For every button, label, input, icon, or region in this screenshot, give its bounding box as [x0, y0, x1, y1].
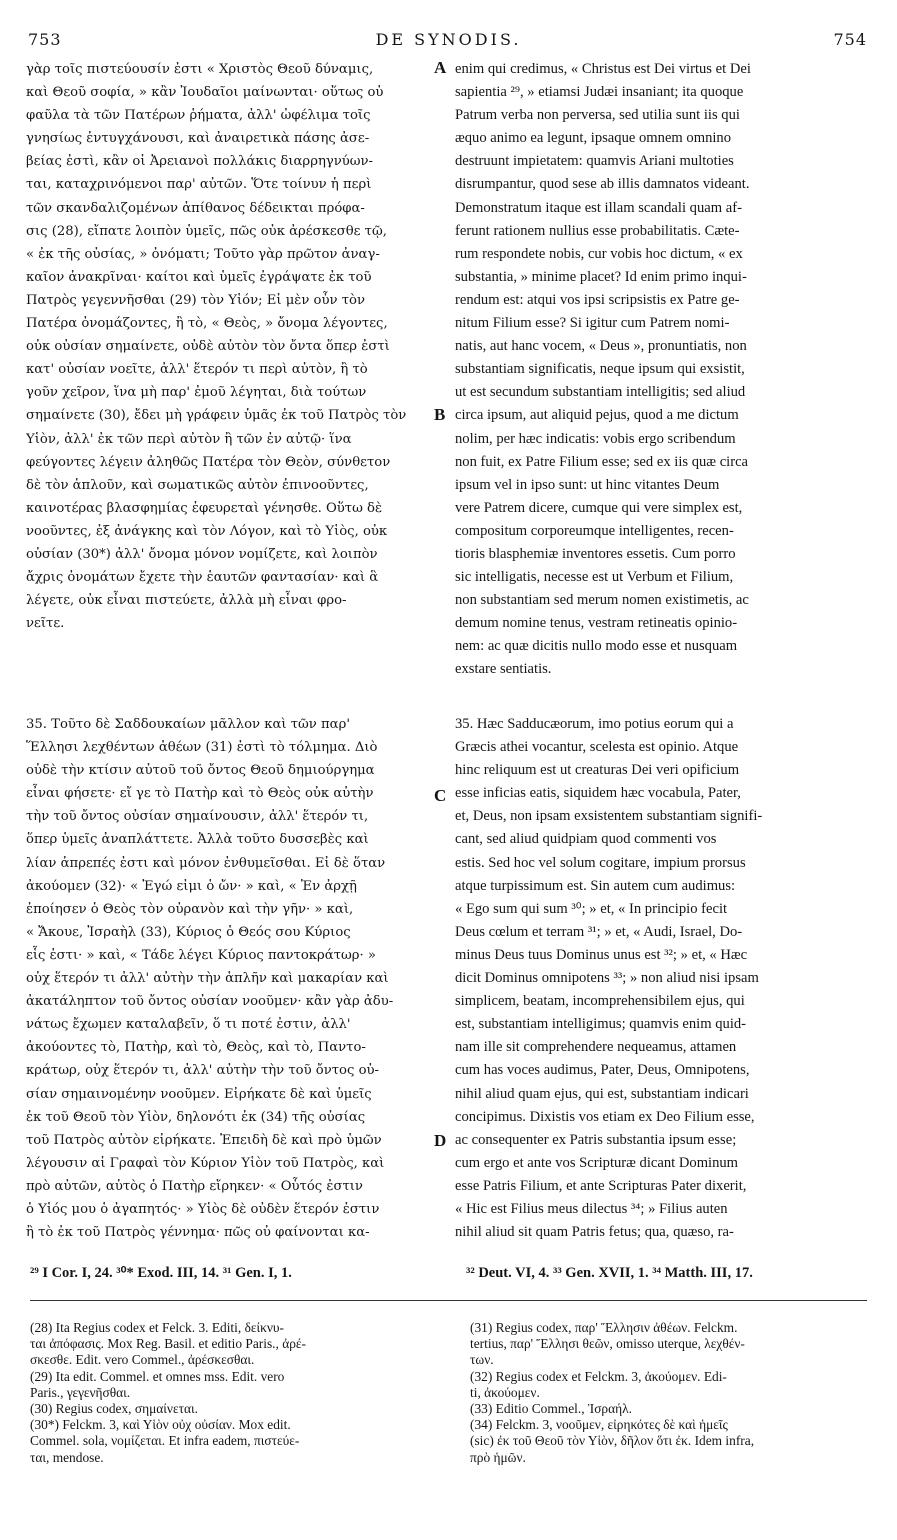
- text-line: « ἐκ τῆς οὐσίας, » ὀνόματι; Τοῦτο γὰρ πρῶτον ἀναγ-: [26, 246, 380, 262]
- text-line: concipimus. Dixistis vos etiam ex Deo Filium esse,: [455, 1108, 755, 1125]
- text-line: Υἱὸν, ἀλλ' ἐκ τῶν περὶ αὐτὸν ἢ τῶν ἐν αὐτῷ· ἵνα: [26, 431, 352, 447]
- text-line: (30*) Felckm. 3, καὶ Υἱὸν οὐχ οὐσίαν. Mox edit.: [30, 1417, 291, 1433]
- text-line: ἐποίησεν ὁ Θεὸς τὸν οὐρανὸν καὶ τὴν γῆν· » καὶ,: [26, 901, 354, 917]
- text-line: λέγετε, οὐκ εἶναι πιστεύετε, ἀλλὰ μὴ εἶναι φρο-: [26, 593, 347, 609]
- text-line: φαῦλα τὰ τῶν Πατέρων ῥήματα, ἀλλ' ὠφέλιμα τοῖς: [26, 108, 371, 124]
- text-line: cant, sed aliud quidpiam quod commenti vos: [455, 831, 717, 848]
- text-line: sapientia ²⁹, » etiamsi Judæi insaniant; ita quoque: [455, 84, 744, 101]
- text-line: cum has voces audimus, Pater, Deus, Omnipotens,: [455, 1062, 750, 1079]
- text-line: οὐκ οὐσίαν σημαίνετε, οὐδὲ αὐτὸν τὸν ὄντα ὅπερ ἐστὶ: [26, 339, 390, 355]
- text-line: νοοῦντες, ἐξ ἀνάγκης καὶ τὸν Λόγον, καὶ τὸ Υἱὸς, οὐκ: [26, 523, 388, 539]
- text-line: « Ego sum qui sum ³⁰; » et, « In principio fecit: [455, 900, 728, 917]
- text-line: ἄχρις ὀνομάτων ἔχετε τὴν ἑαυτῶν φαντασίαν· καὶ ἃ: [26, 570, 379, 586]
- text-line: natis, aut hanc vocem, « Deus », pronuntiatis, non: [455, 338, 747, 355]
- greek-paragraph-35: [26, 713, 436, 1244]
- text-line: circa ipsum, aut aliquid pejus, quod a me dictum: [455, 407, 739, 424]
- text-line: ται, mendose.: [30, 1449, 104, 1465]
- text-line: compositum corporeumque intelligentes, recen-: [455, 522, 734, 539]
- critical-notes-right: [470, 1320, 870, 1466]
- right-page-number: 754: [833, 30, 867, 49]
- text-line: non fuit, ex Patre Filium esse; sed ex iis quæ circa: [455, 453, 749, 470]
- text-line: tertius, παρ' Ἕλλησι θεῶν, omisso uterque, λεχθέν-: [470, 1336, 745, 1352]
- text-line: κατ' οὐσίαν νοεῖτε, ἀλλ' ἕτερόν τι περὶ αὐτὸν, ἢ τὸ: [26, 362, 368, 378]
- scripture-references-left: ²⁹ I Cor. I, 24. ³⁰* Exod. III, 14. ³¹ Gen. I, 1.: [30, 1265, 292, 1281]
- text-line: τὴν τοῦ ὄντος οὐσίαν σημαίνουσιν, ἀλλ' ἕτερόν τι,: [26, 809, 369, 825]
- text-line: 35. Τοῦτο δὲ Σαδδουκαίων μᾶλλον καὶ τῶν παρ': [26, 717, 350, 732]
- text-line: γνησίως ἐντυγχάνουσι, καὶ ἀναιρετικὰ πάσης ἀσε-: [26, 131, 370, 147]
- text-line: nam ille sit comprehendere nequeamus, attamen: [455, 1039, 737, 1056]
- text-line: (31) Regius codex, παρ' Ἕλλησιν ἀθέων. Felckm.: [470, 1320, 738, 1335]
- text-line: Demonstratum itaque est illam scandali quam af-: [455, 199, 742, 216]
- text-line: Ἕλλησι λεχθέντων ἀθέων (31) ἐστὶ τὸ τόλμημα. Διὸ: [26, 740, 378, 756]
- text-line: καινοτέρας βλασφημίας ἐφευρεταὶ γένησθε. Οὕτω δὲ: [26, 500, 383, 516]
- text-line: ὅπερ ὑμεῖς ἀναπλάττετε. Ἀλλὰ τοῦτο δυσσεβὲς καὶ: [26, 832, 369, 848]
- text-line: atque turpissimum est. Sin autem cum audimus:: [455, 877, 736, 894]
- text-line: ἀκατάληπτον τοῦ ὄντος οὐσίαν νοοῦμεν· κἂν γὰρ ἀδυ-: [26, 994, 394, 1010]
- text-line: et, Deus, non ipsam exsistentem substantiam signifi-: [455, 808, 763, 825]
- text-line: Patrum verba non perversa, sed utilia sunt iis qui: [455, 107, 740, 124]
- text-line: vere Patrem dicere, cumque qui vere simplex est,: [455, 499, 743, 516]
- text-line: βείας ἐστὶ, κἂν οἱ Ἀρειανοὶ πολλάκις διαρρηγνύων-: [26, 154, 373, 170]
- text-line: ἢ τὸ ἐκ τοῦ Πατρὸς γέννημα· πῶς οὐ φαίνονται κα-: [26, 1225, 370, 1241]
- latin-paragraph-35: [455, 713, 865, 1244]
- text-line: σκεσθε. Edit. vero Commel., ἀρέσκεσθαι.: [30, 1352, 255, 1368]
- text-line: ται, καταχρινόμενοι παρ' αὐτῶν. Ὅτε τοίνυν ἡ περὶ: [26, 177, 372, 193]
- text-line: rendum est: atqui vos ipsi scripsistis ex Patre ge-: [455, 291, 740, 308]
- text-line: minus Deus tuus Dominus unus est ³²; » et, « Hæc: [455, 946, 748, 963]
- text-line: dicit Dominus omnipotens ³³; » non aliud nisi ipsam: [455, 970, 759, 987]
- text-line: enim qui credimus, « Christus est Dei virtus et Dei: [455, 61, 751, 77]
- text-line: non substantiam sed merum nomen existimetis, ac: [455, 592, 749, 609]
- text-line: ti, ἀκούομεν.: [470, 1384, 540, 1400]
- text-line: sic intelligatis, necesse est ut Verbum et Filium,: [455, 569, 734, 586]
- text-line: εἶναι φήσετε· εἴ γε τὸ Πατὴρ καὶ τὸ Θεὸς οὐκ αὐτὴν: [26, 786, 374, 802]
- text-line: ὁ Υἱός μου ὁ ἀγαπητός· » Υἱὸς δὲ οὐδὲν ἕτερόν ἐστιν: [26, 1201, 380, 1217]
- text-line: (28) Ita Regius codex et Felck. 3. Editi, δείκνυ-: [30, 1320, 284, 1335]
- text-line: æquo animo ea legunt, ipsaque omnem omnino: [455, 130, 732, 147]
- text-line: (34) Felckm. 3, νοοῦμεν, εἰρηκότες δὲ καὶ ἡμεῖς: [470, 1417, 728, 1433]
- text-line: λίαν ἀπρεπές ἐστι καὶ μόνον ἐνθυμεῖσθαι. Εἰ δὲ ὅταν: [26, 855, 386, 871]
- text-line: ἀκούοντες τὸ, Πατὴρ, καὶ τὸ, Θεὸς, καὶ τὸ, Παντο-: [26, 1040, 366, 1056]
- critical-notes-left: [30, 1320, 425, 1466]
- text-line: ipsum vel in ipso sunt: ut hinc vitantes Deum: [455, 476, 720, 493]
- text-line: σίαν σημαινομένην νοοῦμεν. Εἰρήκατε δὲ καὶ ὑμεῖς: [26, 1086, 372, 1102]
- text-line: hinc reliquum est ut creaturas Dei veri opificium: [455, 762, 740, 779]
- text-line: λέγουσιν αἱ Γραφαὶ τὸν Κύριον Υἱὸν τοῦ Πατρὸς, καὶ: [26, 1155, 385, 1171]
- footnote-divider: [30, 1300, 867, 1301]
- text-line: ferunt rationem nullius esse probabilitatis. Cæte-: [455, 222, 740, 239]
- text-line: « Ἄκουε, Ἰσραὴλ (33), Κύριος ὁ Θεός σου Κύριος: [26, 924, 351, 940]
- text-line: simplicem, beatam, incomprehensibilem ejus, qui: [455, 993, 745, 1010]
- latin-paragraph-1: [455, 58, 865, 682]
- text-line: ἐκ τοῦ Θεοῦ τὸν Υἱὸν, δηλονότι ἐκ (34) τῆς οὐσίας: [26, 1109, 366, 1125]
- text-line: esse inficias eatis, siquidem hæc vocabula, Pater,: [455, 785, 741, 802]
- text-line: καῖον ἀνακρῖναι· καίτοι καὶ ὑμεῖς ἐγράψατε ἐκ τοῦ: [26, 269, 372, 285]
- text-line: εἷς ἐστι· » καὶ, « Τάδε λέγει Κύριος παντοκράτωρ· »: [26, 947, 376, 963]
- text-line: exstare sentiatis.: [455, 661, 552, 678]
- text-line: esse Patris Filium, et ante Scripturas Pater dixerit,: [455, 1177, 747, 1194]
- text-line: πρὸ αὐτῶν, αὐτὸς ὁ Πατὴρ εἴρηκεν· « Οὗτός ἐστιν: [26, 1178, 363, 1194]
- text-line: substantiam significatis, neque ipsum qui exsistit,: [455, 361, 745, 378]
- margin-letter-c: C: [434, 786, 447, 805]
- text-line: destruunt impietatem: quamvis Ariani multoties: [455, 153, 734, 170]
- text-line: γὰρ τοῖς πιστεύουσίν ἐστι « Χριστὸς Θεοῦ δύναμις,: [26, 62, 374, 77]
- text-line: φεύγοντες λέγειν ἀληθῶς Πατέρα τὸν Θεὸν, σύνθετον: [26, 454, 391, 470]
- text-line: τῶν σκανδαλιζομένων ἀπίθανος δέδεικται πρόφα-: [26, 200, 365, 216]
- text-line: (30) Regius codex, σημαίνεται.: [30, 1401, 198, 1417]
- left-page-number: 753: [28, 30, 62, 49]
- text-line: οὐδὲ τὴν κτίσιν αὐτοῦ τοῦ ὄντος Θεοῦ δημιούργημα: [26, 763, 375, 779]
- text-line: Πατρὸς γεγεννῆσθαι (29) τὸν Υἱόν; Εἰ μὲν οὖν τὸν: [26, 292, 365, 308]
- text-line: ἀκούομεν (32)· « Ἐγώ εἰμι ὁ ὤν· » καὶ, « Ἐν ἀρχῇ: [26, 878, 357, 894]
- margin-letter-b: B: [434, 405, 446, 424]
- text-line: Græcis athei vocantur, scelesta est opinio. Atque: [455, 739, 739, 756]
- text-line: νάτως ἔχωμεν καταλαβεῖν, ὅ τι ποτέ ἐστιν, ἀλλ': [26, 1017, 351, 1033]
- text-line: πρὸ ἡμῶν.: [470, 1449, 526, 1465]
- scripture-references-right: ³² Deut. VI, 4. ³³ Gen. XVII, 1. ³⁴ Matth. III, 17.: [466, 1265, 753, 1281]
- text-line: rum respondete nobis, cur vobis hoc dictum, « ex: [455, 245, 743, 262]
- text-line: κράτωρ, οὐχ ἕτερόν τι, ἀλλ' αὐτὴν τὴν τοῦ ὄντος οὐ-: [26, 1063, 379, 1079]
- text-line: disrumpantur, quod sese ab illis damnatos videant.: [455, 176, 750, 193]
- text-line: demum nomine tenus, vestram retineatis opinio-: [455, 615, 738, 632]
- text-line: Paris., γεγενῆσθαι.: [30, 1384, 131, 1400]
- text-line: nihil aliud sit quam Patris fetus; qua, quæso, ra-: [455, 1224, 734, 1241]
- text-line: Πατέρα ὀνομάζοντες, ἢ τὸ, « Θεὸς, » ὄνομα λέγοντες,: [26, 316, 388, 332]
- text-line: σις (28), εἴπατε λοιπὸν ὑμεῖς, πῶς οὐκ ἀρέσκεσθε τῷ,: [26, 223, 387, 239]
- margin-letter-d: D: [434, 1131, 447, 1150]
- text-line: (33) Editio Commel., Ἰσραήλ.: [470, 1401, 632, 1417]
- text-line: σημαίνετε (30), ἔδει μὴ γράφειν ὑμᾶς ἐκ τοῦ Πατρὸς τὸν: [26, 408, 407, 424]
- text-line: (29) Ita edit. Commel. et omnes mss. Edit. vero: [30, 1368, 285, 1384]
- text-line: substantia, » minime placet? Id enim primo inqui-: [455, 268, 747, 285]
- text-line: nihil aliud quam ejus, qui est, substantiam indicari: [455, 1085, 749, 1102]
- greek-paragraph-1: [26, 58, 436, 635]
- text-line: cum ergo et ante vos Scripturæ dicant Dominum: [455, 1154, 739, 1171]
- text-line: ut est secundum substantiam intelligitis; sed aliud: [455, 384, 746, 401]
- text-line: « Hic est Filius meus dilectus ³⁴; » Filius auten: [455, 1200, 728, 1217]
- text-line: (sic) ἐκ τοῦ Θεοῦ τὸν Υἱὸν, δῆλον ὅτι ἐκ. Idem infra,: [470, 1433, 755, 1449]
- text-line: (32) Regius codex et Felckm. 3, ἀκούομεν. Edi-: [470, 1368, 727, 1384]
- text-line: nem: ac quæ dicitis nullo modo esse et nusquam: [455, 638, 738, 655]
- text-line: γοῦν χεῖρον, ἵνα μὴ παρ' ἐμοῦ λέγηται, διὰ τούτων: [26, 385, 367, 401]
- text-line: δὲ τὸν ἁπλοῦν, καὶ σωματικῶς αὐτὸν ἐπινοοῦντες,: [26, 477, 369, 493]
- text-line: ac consequenter ex Patris substantia ipsum esse;: [455, 1131, 737, 1148]
- text-line: ται ἀπόφασις. Mox Reg. Basil. et editio Paris., ἀρέ-: [30, 1336, 306, 1352]
- text-line: καὶ Θεοῦ σοφία, » κἂν Ἰουδαῖοι μαίνωνται· οὕτως οὐ: [26, 85, 384, 101]
- text-line: nolim, per hæc indicatis: vobis ergo scribendum: [455, 430, 736, 447]
- text-line: estis. Sed hoc vel solum cogitare, impium prorsus: [455, 854, 746, 871]
- text-line: tioris blasphemiæ inventores essetis. Cum porro: [455, 545, 736, 562]
- margin-letter-a: A: [434, 58, 447, 77]
- text-line: 35. Hæc Sadducæorum, imo potius eorum qui a: [455, 716, 734, 732]
- text-line: Deus cœlum et terram ³¹; » et, « Audi, Israel, Do-: [455, 923, 743, 940]
- text-line: οὐχ ἕτερόν τι ἀλλ' αὐτὴν τὴν ἁπλῆν καὶ μακαρίαν καὶ: [26, 971, 389, 987]
- text-line: Commel. sola, νομίζεται. Et infra eadem, πιστεύε-: [30, 1433, 300, 1449]
- text-line: των.: [470, 1352, 494, 1368]
- text-line: est, substantiam intelligimus; quamvis enim quid-: [455, 1016, 747, 1033]
- running-title: DE SYNODIS.: [375, 30, 522, 49]
- text-line: νεῖτε.: [26, 616, 65, 632]
- text-line: τοῦ Πατρὸς αὐτὸν εἰρήκατε. Ἐπειδὴ δὲ καὶ πρὸ ὑμῶν: [26, 1132, 382, 1148]
- text-line: nitum Filium esse? Si igitur cum Patrem nomi-: [455, 315, 730, 332]
- text-line: οὐσίαν (30*) ἀλλ' ὄνομα μόνον νομίζετε, καὶ λοιπὸν: [26, 546, 378, 562]
